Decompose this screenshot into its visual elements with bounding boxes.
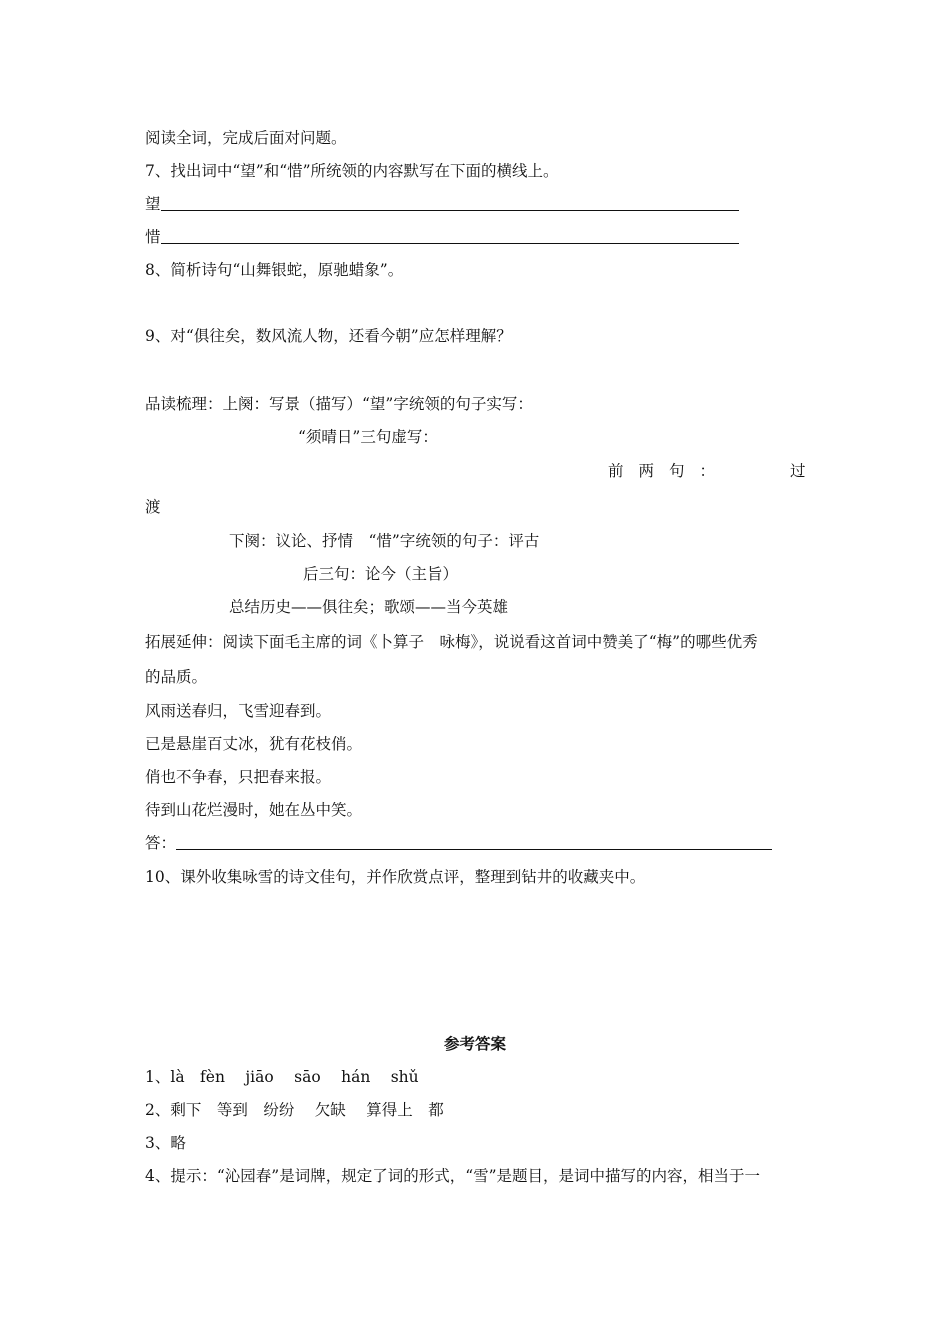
pindu-line-4: 渡 (145, 498, 161, 516)
pindu-line-3-left: 前两句： (608, 462, 731, 480)
pindu-line-5: 下阕：议论、抒情 “惜”字统领的句子：评古 (229, 532, 540, 550)
extension-prompt-line-2: 的品质。 (145, 668, 208, 686)
pindu-line-1: 品读梳理：上阕：写景（描写）“望”字统领的句子实写： (145, 395, 533, 413)
pindu-line-3-right: 过 (790, 462, 806, 480)
answer-blank-wang[interactable] (161, 195, 739, 211)
answer-1: 1、là fèn jiāo sāo hán shǔ (145, 1068, 419, 1086)
answer-line-xi-label: 惜 (145, 228, 161, 246)
reference-answers-title: 参考答案 (443, 1034, 506, 1053)
extension-answer-line (145, 833, 772, 853)
poem-line-2: 已是悬崖百丈冰，犹有花枝俏。 (145, 735, 363, 753)
answer-2: 2、剩下 等到 纷纷 欠缺 算得上 都 (145, 1101, 444, 1119)
answer-blank-xi[interactable] (161, 228, 739, 244)
question-7: 7、找出词中“望”和“惜”所统领的内容默写在下面的横线上。 (145, 162, 559, 180)
pindu-line-2: “须晴日”三句虚写： (298, 428, 438, 446)
answer-4: 4、提示：“沁园春”是词牌，规定了词的形式，“雪”是题目，是词中描写的内容，相当于一 (145, 1167, 761, 1185)
answer-line-xi (145, 227, 739, 247)
poem-line-1: 风雨送春归，飞雪迎春到。 (145, 702, 332, 720)
poem-line-4: 待到山花烂漫时，她在丛中笑。 (145, 801, 363, 819)
pindu-line-7: 总结历史——俱往矣；歌颂——当今英雄 (229, 598, 509, 616)
answer-line-wang (145, 194, 739, 214)
pindu-line-6: 后三句：论今（主旨） (303, 565, 459, 583)
answer-3: 3、略 (145, 1134, 186, 1152)
question-8: 8、简析诗句“山舞银蛇，原驰蜡象”。 (145, 261, 404, 279)
question-10: 10、课外收集咏雪的诗文佳句，并作欣赏点评，整理到钻井的收藏夹中。 (145, 868, 646, 886)
question-9: 9、对“俱往矣，数风流人物，还看今朝”应怎样理解？ (145, 327, 512, 345)
extension-prompt-line-1: 拓展延伸：阅读下面毛主席的词《卜算子 咏梅》，说说看这首词中赞美了“梅”的哪些优秀 (145, 633, 758, 651)
poem-line-3: 俏也不争春，只把春来报。 (145, 768, 332, 786)
extension-answer-blank[interactable] (176, 834, 772, 850)
extension-answer-label: 答： (145, 834, 177, 852)
answer-line-wang-label: 望 (145, 195, 161, 213)
reading-instruction: 阅读全词，完成后面对问题。 (145, 129, 347, 147)
